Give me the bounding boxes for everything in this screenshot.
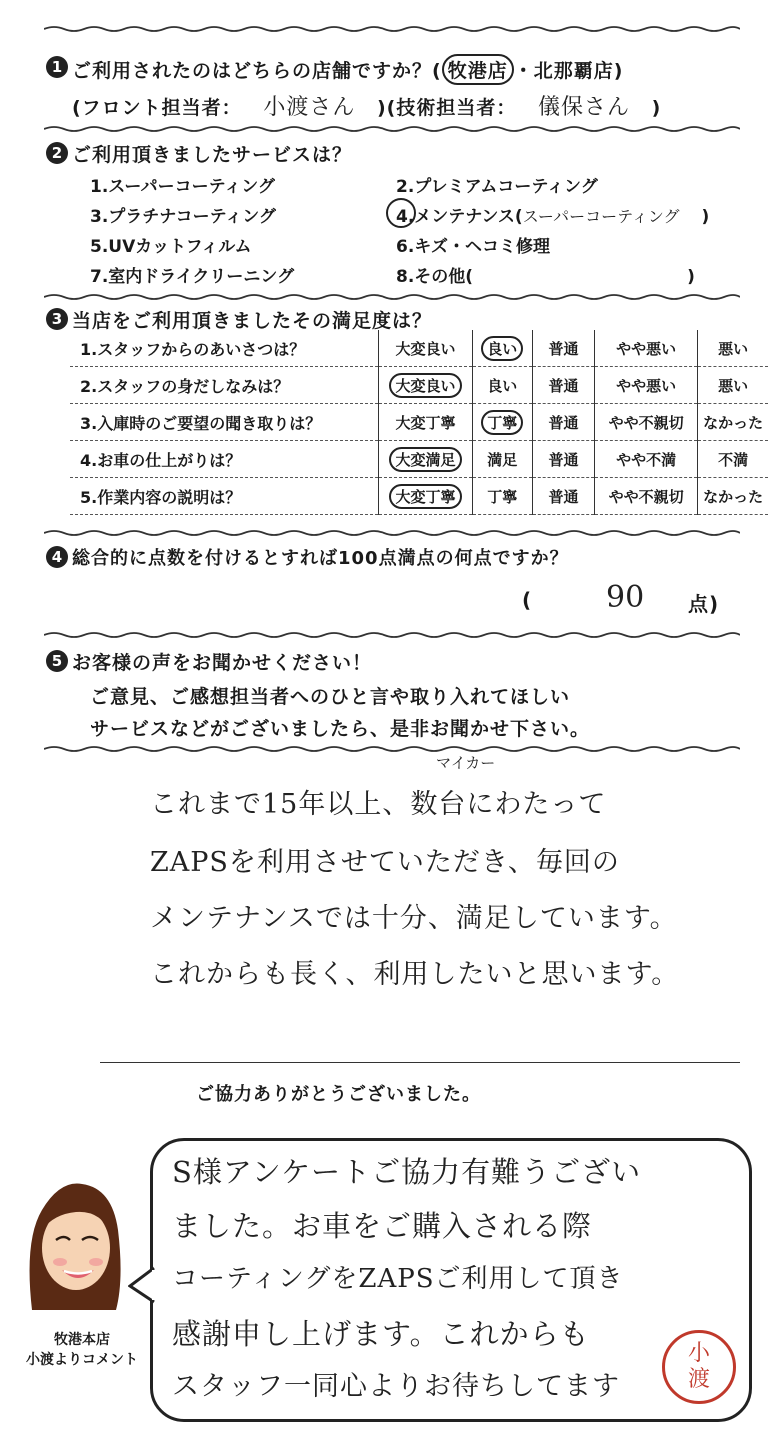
q4-open: ( bbox=[522, 588, 533, 612]
satisfaction-option-label: 悪い bbox=[718, 376, 749, 395]
satisfaction-option bbox=[379, 367, 473, 404]
q4-question: 総合的に点数を付けるとすれば100点満点の何点ですか？ bbox=[72, 548, 569, 569]
divider-3 bbox=[44, 528, 740, 538]
satisfaction-option-label: やや不満 bbox=[616, 450, 677, 469]
satisfaction-option-label: 満足 bbox=[487, 450, 518, 469]
q4-unit: 点) bbox=[688, 592, 720, 616]
satisfaction-question: 5.作業内容の説明は？ bbox=[80, 487, 242, 507]
satisfaction-option bbox=[472, 367, 532, 404]
staff-caption-line1: 牧港本店 bbox=[54, 1332, 110, 1348]
comment-line-1: これまで15年以上、数台にわたって bbox=[150, 789, 607, 820]
q1-staff-line bbox=[72, 90, 661, 121]
satisfaction-option-label: 不満 bbox=[718, 450, 749, 469]
satisfaction-option bbox=[532, 441, 594, 478]
service-4 bbox=[396, 202, 709, 227]
q1-number: 1 bbox=[46, 56, 68, 78]
satisfaction-option bbox=[698, 367, 768, 404]
satisfaction-row bbox=[70, 330, 768, 367]
satisfaction-option-selected: 丁寧 bbox=[481, 410, 523, 435]
q2-question: ご利用頂きましたサービスは？ bbox=[72, 144, 353, 166]
staff-avatar bbox=[20, 1170, 128, 1318]
satisfaction-option-label: 普通 bbox=[548, 450, 579, 469]
q1-tech-value: 儀保さん bbox=[537, 95, 630, 120]
satisfaction-option bbox=[595, 404, 698, 441]
q1-close: ) bbox=[613, 60, 624, 82]
comment-line-4: これからも長く、利用したいと思います。 bbox=[150, 959, 680, 990]
service-5: 5.UVカットフィルム bbox=[90, 237, 252, 257]
satisfaction-option bbox=[698, 478, 768, 515]
q5-line2: ご意見、ご感想担当者へのひと言や取り入れてほしい bbox=[90, 686, 571, 708]
q3-question: 当店をご利用頂きましたその満足度は？ bbox=[72, 310, 433, 332]
q4-number: 4 bbox=[46, 546, 68, 568]
service-4-label: 4.メンテナンス( bbox=[396, 207, 523, 227]
comment-line-3: メンテナンスでは十分、満足しています。 bbox=[150, 903, 678, 934]
satisfaction-table bbox=[70, 330, 768, 515]
satisfaction-option bbox=[532, 478, 594, 515]
satisfaction-option-label: 普通 bbox=[548, 487, 579, 506]
service-3: 3.プラチナコーティング bbox=[90, 207, 276, 227]
satisfaction-option-label: 良い bbox=[487, 376, 518, 395]
satisfaction-option bbox=[472, 404, 532, 441]
satisfaction-option bbox=[532, 330, 594, 367]
service-6: 6.キズ・ヘコミ修理 bbox=[396, 237, 550, 257]
staff-line-3: コーティングをZAPSご利用して頂き bbox=[172, 1264, 624, 1294]
divider-6 bbox=[100, 1062, 740, 1063]
thanks-text: ご協力ありがとうございました。 bbox=[196, 1084, 481, 1105]
q1-store-other: 北那覇店 bbox=[533, 60, 614, 82]
staff-line-2: ました。お車をご購入される際 bbox=[172, 1209, 593, 1243]
satisfaction-option bbox=[595, 367, 698, 404]
satisfaction-option bbox=[698, 330, 768, 367]
satisfaction-option bbox=[472, 441, 532, 478]
q4-score: 90 bbox=[606, 580, 645, 615]
satisfaction-option bbox=[595, 478, 698, 515]
divider-4 bbox=[44, 630, 740, 640]
satisfaction-option-label: やや悪い bbox=[616, 339, 677, 358]
q1-store-sep: ・ bbox=[513, 60, 534, 82]
staff-seal bbox=[662, 1330, 736, 1404]
divider-1 bbox=[44, 124, 740, 134]
satisfaction-option-label: 悪い bbox=[718, 339, 749, 358]
satisfaction-option bbox=[532, 404, 594, 441]
q2-number: 2 bbox=[46, 142, 68, 164]
comment-line-2: ZAPSを利用させていただき、毎回の bbox=[150, 847, 620, 878]
satisfaction-option-label: なかった bbox=[703, 413, 764, 432]
satisfaction-option-label: やや不親切 bbox=[608, 487, 684, 506]
satisfaction-question: 2.スタッフの身だしなみは？ bbox=[80, 376, 290, 396]
service-1: 1.スーパーコーティング bbox=[90, 177, 275, 197]
seal-top: 小 bbox=[687, 1341, 710, 1366]
satisfaction-option-label: 普通 bbox=[548, 339, 579, 358]
satisfaction-option-label: 普通 bbox=[548, 413, 579, 432]
satisfaction-option-selected: 良い bbox=[481, 336, 523, 361]
satisfaction-option bbox=[698, 441, 768, 478]
q1-store-selected: 牧港店 bbox=[442, 54, 514, 85]
satisfaction-option-selected: 大変満足 bbox=[389, 447, 461, 472]
q5-question: お客様の声をお聞かせください！ bbox=[72, 652, 373, 674]
q1-tech-close: ) bbox=[651, 97, 662, 119]
service-4-note: スーパーコーティング bbox=[522, 207, 680, 226]
q1-question-text: ご利用されたのはどちらの店舗ですか？( bbox=[72, 60, 442, 82]
satisfaction-row bbox=[70, 404, 768, 441]
q1-question bbox=[72, 54, 623, 85]
service-8 bbox=[396, 262, 695, 287]
staff-caption bbox=[22, 1330, 142, 1370]
satisfaction-row bbox=[70, 441, 768, 478]
divider-5 bbox=[44, 744, 740, 754]
satisfaction-option-selected: 大変良い bbox=[389, 373, 461, 398]
satisfaction-option bbox=[595, 441, 698, 478]
satisfaction-option-selected: 大変丁寧 bbox=[389, 484, 461, 509]
satisfaction-option-label: 大変丁寧 bbox=[395, 413, 456, 432]
satisfaction-row bbox=[70, 478, 768, 515]
service-8-label: 8.その他( bbox=[396, 267, 474, 287]
divider-top bbox=[44, 24, 740, 34]
q5-line3: サービスなどがございましたら、是非お聞かせ下さい。 bbox=[90, 718, 591, 740]
comment-annotation: マイカー bbox=[436, 754, 496, 772]
satisfaction-option bbox=[698, 404, 768, 441]
satisfaction-option bbox=[532, 367, 594, 404]
satisfaction-question: 3.入庫時のご要望の聞き取りは？ bbox=[80, 413, 322, 433]
satisfaction-option bbox=[472, 478, 532, 515]
service-2: 2.プレミアムコーティング bbox=[396, 177, 598, 197]
satisfaction-option-label: なかった bbox=[703, 487, 764, 506]
satisfaction-option bbox=[379, 478, 473, 515]
satisfaction-option-label: 丁寧 bbox=[487, 487, 518, 506]
bubble-tail bbox=[128, 1266, 156, 1310]
q5-number: 5 bbox=[46, 650, 68, 672]
satisfaction-option-label: 普通 bbox=[548, 376, 579, 395]
q1-front-value: 小渡さん bbox=[263, 95, 356, 120]
satisfaction-option bbox=[472, 330, 532, 367]
service-8-close: ) bbox=[687, 267, 695, 287]
satisfaction-option bbox=[379, 441, 473, 478]
staff-line-4: 感謝申し上げます。これからも bbox=[172, 1317, 590, 1351]
satisfaction-option-label: 大変良い bbox=[395, 339, 456, 358]
satisfaction-option bbox=[379, 330, 473, 367]
service-4-circle bbox=[386, 198, 416, 228]
q3-number: 3 bbox=[46, 308, 68, 330]
q1-tech-label: )(技術担当者： bbox=[376, 97, 517, 119]
satisfaction-option-label: やや悪い bbox=[616, 376, 677, 395]
satisfaction-option bbox=[595, 330, 698, 367]
satisfaction-option-label: やや不親切 bbox=[608, 413, 684, 432]
q1-front-label: (フロント担当者： bbox=[72, 97, 242, 119]
satisfaction-option bbox=[379, 404, 473, 441]
satisfaction-row bbox=[70, 367, 768, 404]
satisfaction-question: 1.スタッフからのあいさつは？ bbox=[80, 339, 306, 359]
seal-bottom: 渡 bbox=[687, 1367, 710, 1392]
divider-2 bbox=[44, 292, 740, 302]
service-4-close: ) bbox=[701, 207, 710, 227]
service-7: 7.室内ドライクリーニング bbox=[90, 267, 295, 287]
satisfaction-question: 4.お車の仕上がりは？ bbox=[80, 450, 242, 470]
staff-line-1: S様アンケートご協力有難うござい bbox=[172, 1155, 642, 1189]
staff-caption-line2: 小渡よりコメント bbox=[26, 1352, 138, 1368]
staff-line-5: スタッフ一同心よりお待ちしてます bbox=[172, 1371, 620, 1402]
